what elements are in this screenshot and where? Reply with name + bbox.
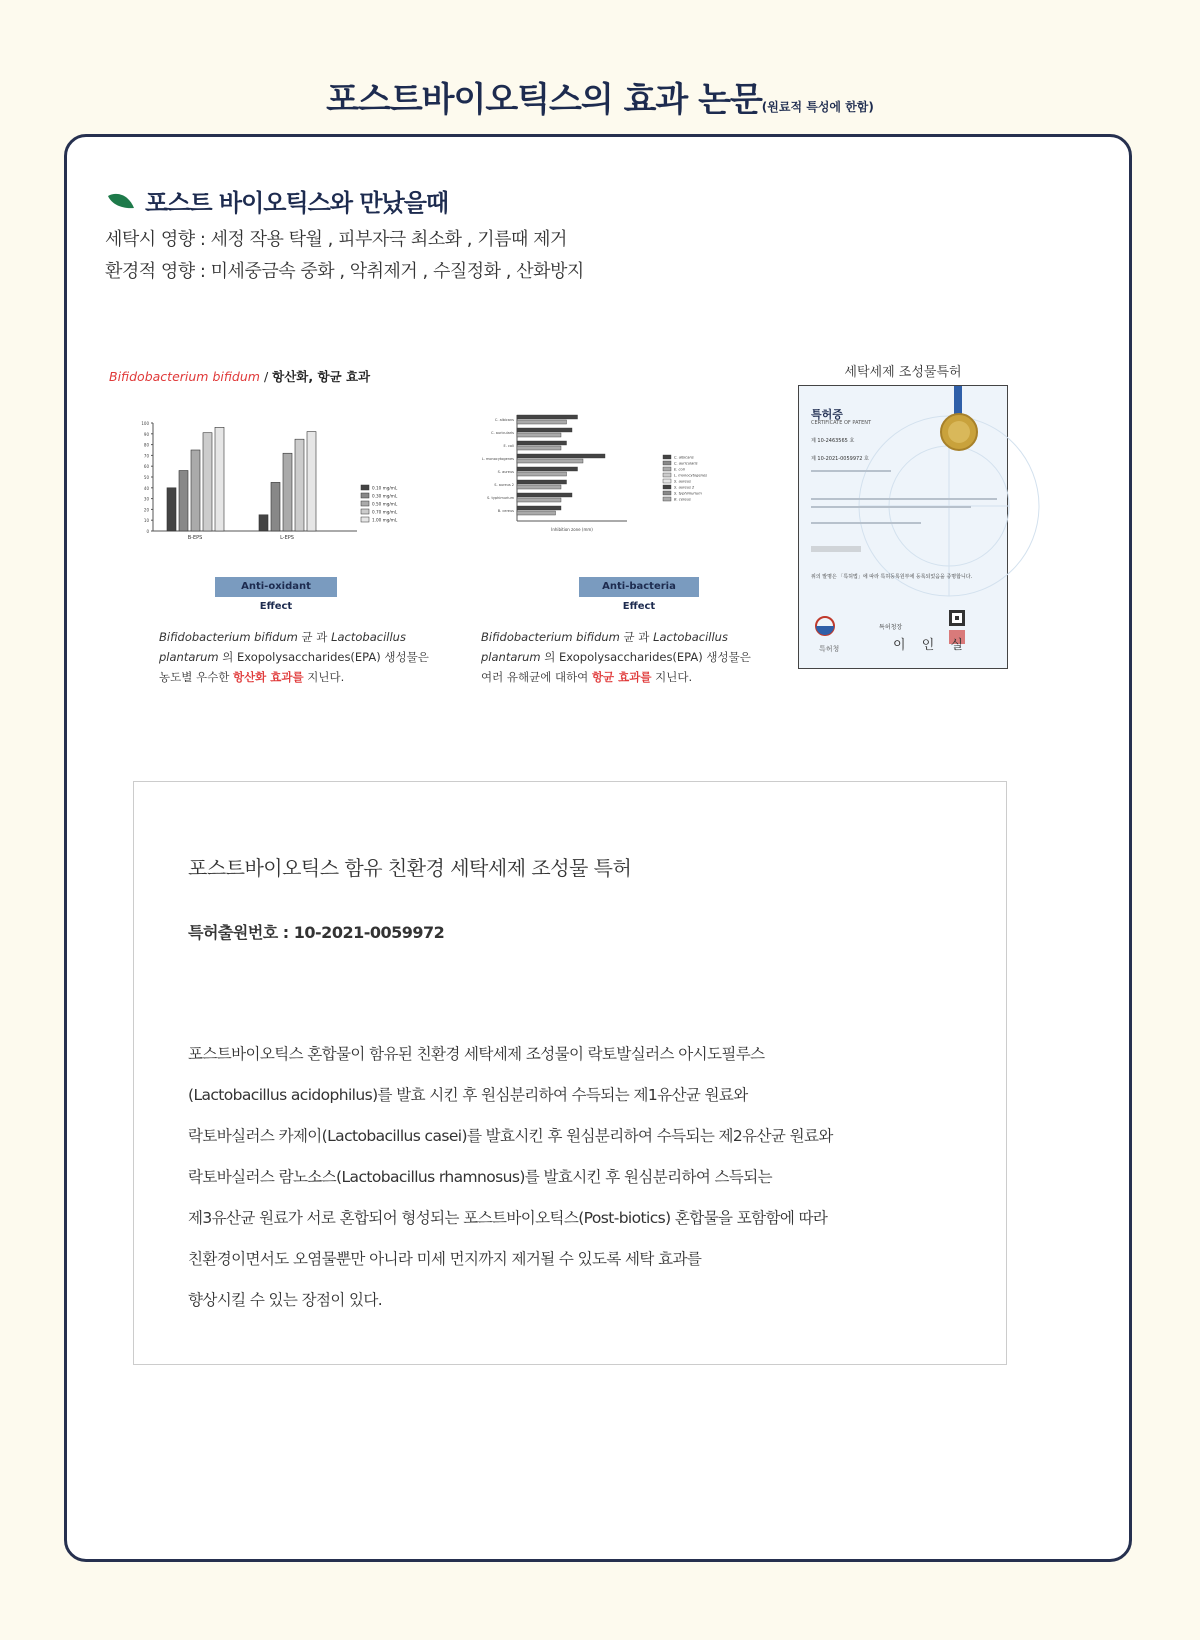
patent-box	[133, 781, 1007, 1365]
caption-part: 지닌다.	[303, 670, 345, 684]
effect-laundry: 세탁시 영향 : 세정 작용 탁월 , 피부자극 최소화 , 기름때 제거	[105, 229, 567, 250]
legend-swatch	[361, 493, 369, 498]
category-label: E. coli	[503, 444, 514, 448]
certificate-subtitle: CERTIFICATE OF PATENT	[811, 420, 872, 426]
y-tick-label: 90	[143, 431, 149, 437]
category-label: C. auricularis	[491, 431, 514, 435]
patent-line: 향상시킬 수 있는 장점이 있다.	[188, 1291, 383, 1309]
certificate-decoration	[799, 386, 1009, 670]
caption-species-b: Lactobacillus plantarum	[481, 630, 728, 664]
legend-swatch	[663, 485, 671, 489]
antibacteria-label: Anti-bacteria Effect	[579, 577, 699, 597]
certificate-confirm: 위의 발명은 「특허법」에 따라 특허등록원부에 등록되었음을 증명합니다.	[811, 574, 973, 580]
patent-line: (Lactobacillus acidophilus)를 발효 시킨 후 원심분리하여 수득되는 제1유산균 원료와	[188, 1086, 748, 1104]
certificate-app-number: 제 10-2021-0059972 호	[811, 456, 869, 462]
legend-label: B. cereus	[674, 497, 691, 502]
bar	[517, 485, 561, 489]
page-title	[0, 72, 1200, 121]
legend-swatch	[663, 497, 671, 501]
bar	[517, 472, 567, 476]
figure-heading-text: 항산화, 항균 효과	[272, 369, 371, 384]
legend-swatch	[663, 473, 671, 477]
caption-part: 지닌다.	[651, 670, 693, 684]
certificate-filler	[811, 498, 997, 500]
figure-heading-sep: /	[259, 369, 273, 384]
patent-line: 락토바실러스 람노소스(Lactobacillus rhamnosus)를 발효시킨 후 원심분리하여 스득되는	[188, 1168, 773, 1186]
bar	[271, 482, 280, 531]
patent-line: 제3유산균 원료가 서로 혼합되어 형성되는 포스트바이오틱스(Post-biotics) 혼합물을 포함함에 따라	[188, 1209, 828, 1227]
patent-line: 포스트바이오틱스 혼합물이 함유된 친환경 세탁세제 조성물이 락토발실러스 아시도필루스	[188, 1045, 765, 1063]
section-title: 포스트 바이오틱스와 만났을때	[145, 189, 449, 217]
caption-part: 의 Exopolysaccharides(EPA) 생성물은 농도별 우수한	[159, 650, 429, 684]
patent-title: 포스트바이오틱스 함유 친환경 세탁세제 조성물 특허	[188, 856, 632, 880]
bar	[517, 441, 567, 445]
y-tick-label: 20	[143, 507, 149, 513]
patent-line: 락토바실러스 카제이(Lactobacillus casei)를 발효시킨 후 원심분리하여 수득되는 제2유산균 원료와	[188, 1127, 833, 1145]
antibacteria-chart	[481, 407, 787, 547]
figure-heading	[109, 367, 370, 385]
effect-environment: 환경적 영향 : 미세중금속 중화 , 악취제거 , 수질정화 , 산화방지	[105, 261, 584, 282]
figure-heading-species: Bifidobacterium bifidum	[109, 369, 260, 384]
legend-swatch	[361, 517, 369, 522]
certificate-signature: 이 인 실	[893, 638, 969, 653]
legend-label: S. aureus	[674, 479, 691, 484]
certificate-label: 세탁세제 조성물특허	[844, 365, 962, 380]
bar	[517, 480, 567, 484]
bar	[517, 467, 578, 471]
certificate-issuer: 특허청장	[879, 624, 903, 631]
bar	[517, 415, 578, 419]
legend-label: C. albicans	[674, 455, 694, 460]
caption-species-a: Bifidobacterium bifidum	[481, 630, 620, 644]
antioxidant-chart	[125, 413, 425, 553]
bar	[215, 427, 224, 531]
legend-label: S. typhimurium	[674, 491, 702, 496]
certificate-number: 제 10-2463565 호	[811, 438, 855, 444]
leaf-icon	[107, 193, 135, 209]
y-tick-label: 0	[146, 529, 149, 534]
bar	[203, 433, 212, 531]
patent-number: 특허출원번호 : 10-2021-0059972	[188, 923, 445, 942]
bar	[517, 511, 556, 515]
legend-label: 0.70 mg/mL	[372, 509, 398, 515]
category-label: S. aureus	[497, 470, 514, 474]
caption-part: 의 Exopolysaccharides(EPA) 생성물은 여러 유해균에 대하여	[481, 650, 751, 684]
legend-label: 0.30 mg/mL	[372, 493, 398, 499]
y-tick-label: 50	[143, 475, 149, 480]
legend-swatch	[663, 467, 671, 471]
y-tick-label: 70	[143, 453, 149, 459]
legend-label: E. coli	[674, 467, 685, 472]
legend-swatch	[663, 455, 671, 459]
bar	[517, 420, 567, 424]
certificate-title: 특허증	[811, 408, 843, 421]
legend-label: 1.00 mg/mL	[372, 517, 398, 523]
legend-swatch	[361, 501, 369, 506]
bar	[191, 450, 200, 531]
bar	[517, 433, 561, 437]
legend-swatch	[663, 491, 671, 495]
caption-species-a: Bifidobacterium bifidum	[159, 630, 298, 644]
antioxidant-caption	[159, 627, 429, 687]
bar	[517, 428, 572, 432]
bar	[517, 493, 572, 497]
legend-label: 0.50 mg/mL	[372, 501, 398, 507]
bar	[295, 439, 304, 531]
bar	[167, 488, 176, 531]
bar	[517, 446, 561, 450]
y-tick-label: 10	[143, 518, 149, 524]
category-label: S. aureus 2	[494, 483, 514, 487]
antibacteria-caption	[481, 627, 751, 687]
y-tick-label: 30	[143, 496, 149, 502]
patent-certificate	[798, 385, 1008, 669]
caption-species-b: Lactobacillus plantarum	[159, 630, 406, 664]
certificate-office: 특허청	[819, 645, 840, 653]
patent-body	[188, 1034, 988, 1321]
bar	[259, 515, 268, 531]
certificate-filler	[811, 470, 891, 472]
bar	[283, 453, 292, 531]
page-title-text: 포스트바이오틱스의 효과 논문	[326, 80, 762, 120]
patent-line: 친환경이면서도 오염물뿐만 아니라 미세 먼지까지 제거될 수 있도록 세탁 효과를	[188, 1250, 702, 1268]
legend-label: C. auricularis	[674, 461, 698, 466]
legend-swatch	[361, 509, 369, 514]
bar	[517, 454, 605, 458]
page-title-sub: (원료적 특성에 한함)	[761, 100, 874, 114]
legend-swatch	[663, 479, 671, 483]
main-card	[64, 134, 1132, 1562]
category-label: L-EPS	[280, 535, 294, 541]
caption-highlight: 항산화 효과를	[232, 670, 304, 684]
section-head	[107, 183, 448, 218]
legend-label: L. monocytogenes	[674, 473, 708, 478]
y-tick-label: 60	[143, 464, 149, 470]
antioxidant-label: Anti-oxidant Effect	[215, 577, 337, 597]
caption-highlight: 항균 효과를	[591, 670, 652, 684]
category-label: S. typhimurium	[487, 496, 514, 500]
category-label: L. monocytogenes	[481, 457, 514, 461]
caption-part: 균 과	[297, 630, 332, 644]
bar	[517, 498, 561, 502]
legend-label: 0.10 mg/mL	[372, 485, 398, 491]
bar	[517, 459, 583, 463]
legend-swatch	[663, 461, 671, 465]
bar	[517, 506, 561, 510]
certificate-filler	[811, 506, 971, 508]
legend-swatch	[361, 485, 369, 490]
y-tick-label: 80	[143, 442, 149, 448]
y-tick-label: 40	[143, 485, 149, 491]
certificate-filler	[811, 522, 921, 524]
bar	[179, 471, 188, 531]
certificate-filler	[811, 546, 861, 552]
caption-part: 균 과	[619, 630, 654, 644]
category-label: C. albicans	[494, 418, 514, 422]
category-label: B. cereus	[497, 509, 514, 513]
y-tick-label: 100	[141, 421, 149, 426]
bar	[307, 432, 316, 531]
category-label: B-EPS	[187, 535, 203, 541]
legend-label: S. aureus 2	[674, 485, 695, 490]
x-axis-label: Inhibition zone (mm)	[551, 527, 593, 532]
